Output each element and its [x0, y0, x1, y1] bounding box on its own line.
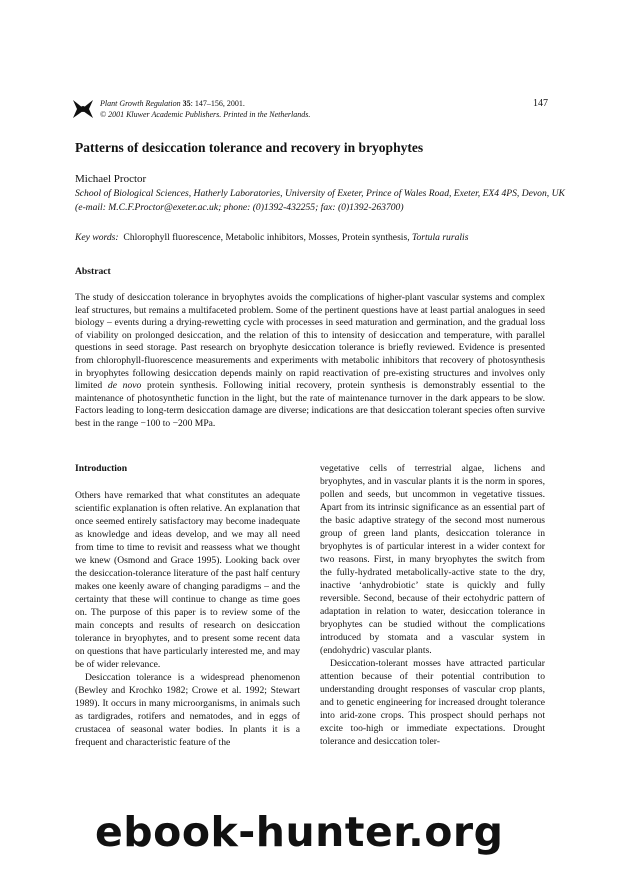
intro-paragraph-4: Desiccation-tolerant mosses have attracted particular attention because of their potential contribution to understanding drought responses of vascular crop plants, and to genetic engineering for increased drought tolerance into arid-zone crops. This prospect should perhaps not excite too-high or immediate expectations. Drought tolerance and desiccation toler- — [320, 658, 545, 747]
copyright-line: © 2001 Kluwer Academic Publishers. Printed in the Netherlands. — [100, 110, 311, 119]
author-name: Michael Proctor — [75, 173, 147, 185]
journal-name: Plant Growth Regulation — [100, 99, 181, 108]
abstract-text-2: protein synthesis. Following initial recovery, protein synthesis is demonstrably essential to the maintenance of photosynthetic function in the light, but the rate of maintenance turnover in the dark appears to be slow. Factors leading to long-term desiccation damage are diverse; indications are that desiccation tolerant species often survive best in the range −100 to −200 MPa. — [75, 380, 545, 429]
left-column — [75, 462, 300, 749]
watermark: ebook-hunter.org — [95, 808, 504, 856]
publisher-logo — [72, 98, 94, 120]
intro-paragraph-1: Others have remarked that what constitutes an adequate scientific explanation is often relative. An explanation that once seemed entirely satisfactory may become inadequate as knowledge and ideas develop, and we may all need from time to time to revisit and reassess what we thought we knew (Osmond and Grace 1995). Looking back over the desiccation-tolerance literature of the past half century makes one keenly aware of changing paradigms – and the certainty that these will continue to change as time goes on. The purpose of this paper is to review some of the main concepts and results of research on desiccation tolerance in bryophytes, and to present some recent data on questions that have particularly interested me, and may be of wider relevance. — [75, 490, 300, 670]
journal-volume: 35 — [182, 99, 191, 108]
intro-paragraph-3: vegetative cells of terrestrial algae, lichens and bryophytes, and in vascular plants it is the norm in spores, pollen and seeds, but uncommon in vegetative tissues. Apart from its intrinsic significance as an essential part of the basic adaptive strategy of the second most numerous group of green land plants, desiccation tolerance in bryophytes is of particular interest in a wider context for two reasons. First, in many bryophytes the switch from the fully-hydrated metabolically-active state to the dry, inactive ‘anhydrobiotic’ state is quickly and fully reversible. Second, because of their ectohydric pattern of adaptation in relation to water, desiccation tolerance in bryophytes can be studied without the complications introduced by stomata and a vascular system in (endohydric) vascular plants. — [320, 463, 545, 656]
author-affiliation: School of Biological Sciences, Hatherly Laboratories, University of Exeter, Prince of Wales Road, Exeter, EX4 4PS, Devon, UK (e-mail: M.C.F.Proctor@exeter.ac.uk; phone: (0)1392-432255; fax: (0)1392-263700) — [75, 188, 565, 213]
abstract-text-1: The study of desiccation tolerance in bryophytes avoids the complications of higher-plant vascular systems and complex leaf structures, but remains a multifaceted problem. Some of the pertinent questions have at least partial analogues in seed biology – events during a drying-rewetting cycle with processes in seed maturation and germination, and the gradual loss of viability on prolonged desiccation, and the relation of this to intensity of desiccation and temperature, with parallel questions in seed storage. Past research on bryophyte desiccation tolerance is briefly reviewed. Evidence is presented from chlorophyll-fluorescence measurements and experiments with metabolic inhibitors that recovery of photosynthesis in bryophytes following desiccation depends mainly on rapid reactivation of pre-existing structures and involves only limited — [75, 292, 545, 392]
page-number: 147 — [533, 98, 548, 109]
article-title: Patterns of desiccation tolerance and recovery in bryophytes — [75, 140, 424, 155]
intro-paragraph-2: Desiccation tolerance is a widespread phenomenon (Bewley and Krochko 1982; Crowe et al. 1992; Stewart 1989). It occurs in many microorganisms, in animals such as tardigrades, rotifers and nematodes, and in eggs of crustacea of seasonal water bodies. In plants it is a frequent and characteristic feature of the — [75, 672, 300, 748]
keywords-label: Key words: — [75, 232, 119, 243]
introduction-heading: Introduction — [75, 463, 128, 474]
abstract-heading: Abstract — [75, 266, 111, 277]
keywords-italic: Tortula ruralis — [412, 232, 469, 243]
journal-citation — [100, 98, 310, 120]
journal-pages-year: : 147–156, 2001. — [190, 99, 245, 108]
abstract-body — [75, 292, 545, 431]
keywords-list: Chlorophyll fluorescence, Metabolic inhibitors, Mosses, Protein synthesis, — [123, 232, 410, 243]
abstract-text-italic: de novo — [107, 380, 142, 392]
keywords-line — [75, 232, 468, 243]
right-column — [320, 462, 545, 748]
